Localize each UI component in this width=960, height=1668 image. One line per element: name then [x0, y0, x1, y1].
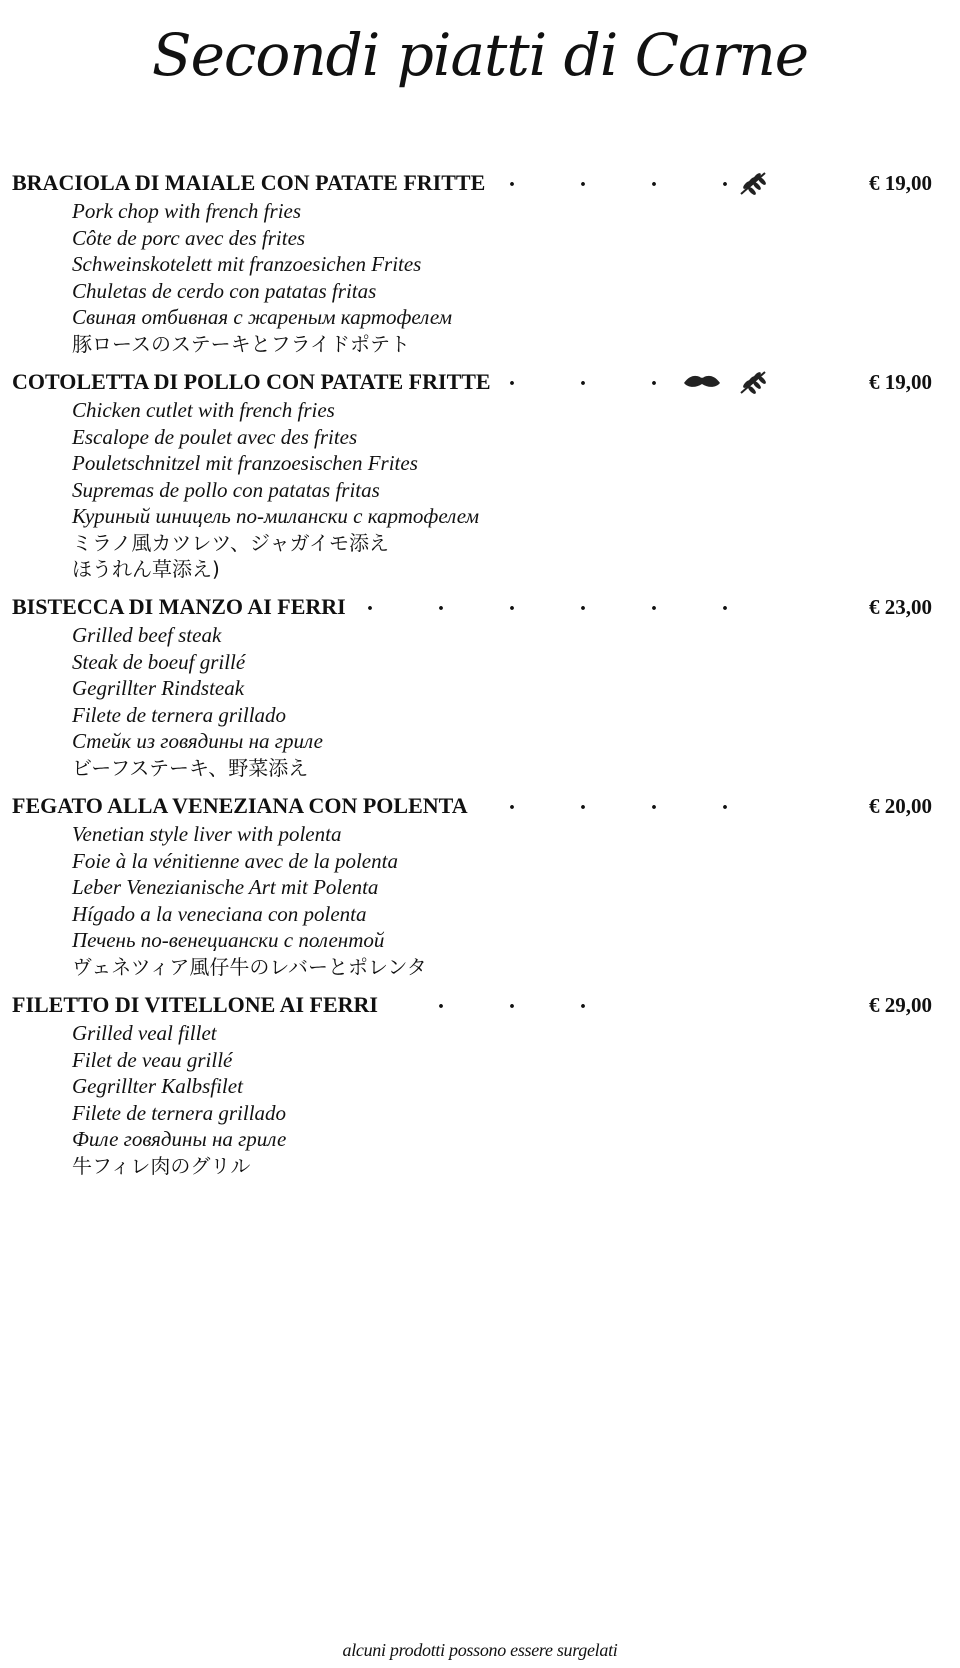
menu-item-header	[12, 168, 932, 198]
translation-ja: ほうれん草添え)	[72, 557, 220, 581]
translation-de: Leber Venezianische Art mit Polenta	[72, 875, 379, 899]
dish-price: € 29,00	[869, 993, 932, 1017]
leader-dot: .	[438, 988, 444, 1014]
translation-ru: Филе говядины на гриле	[72, 1127, 287, 1151]
leader-dot: .	[509, 988, 515, 1014]
translation-es: Filete de ternera grillado	[72, 1100, 287, 1125]
translation-es: Filete de ternera grillado	[72, 702, 287, 727]
menu-item-fegato	[12, 791, 932, 980]
dish-name: BISTECCA DI MANZO AI FERRI	[12, 594, 346, 619]
page-title: Secondi piatti di Carne	[151, 21, 809, 89]
dish-price: € 19,00	[869, 171, 932, 195]
dish-name: FILETTO DI VITELLONE AI FERRI	[12, 992, 378, 1017]
translation-de: Gegrillter Kalbsfilet	[72, 1074, 243, 1098]
menu-item-header	[12, 592, 932, 622]
translation-ru: Куриный шницель по-милански с картофелем	[72, 504, 479, 528]
translation-ru: Свиная отбивная с жареным картофелем	[72, 305, 453, 329]
leader-dot: .	[580, 590, 586, 616]
leader-dot: .	[367, 590, 373, 616]
translation-ja: 牛フィレ肉のグリル	[72, 1153, 251, 1178]
translation-fr: Steak de boeuf grillé	[72, 649, 246, 674]
leader-dot: .	[722, 590, 728, 616]
translation-fr: Escalope de poulet avec des frites	[72, 424, 358, 449]
mustache-icon	[682, 371, 722, 396]
wheat-icon	[738, 369, 768, 400]
translation-fr: Côte de porc avec des frites	[72, 225, 306, 250]
translation-list	[12, 397, 932, 583]
dish-price: € 23,00	[869, 595, 932, 619]
dish-name: BRACIOLA DI MAIALE CON PATATE FRITTE	[12, 170, 486, 195]
translation-fr: Foie à la vénitienne avec de la polenta	[72, 848, 398, 873]
translation-es: Hígado a la veneciana con polenta	[72, 901, 367, 926]
translation-ru: Печень по-венециански с полентой	[72, 928, 385, 952]
menu-item-cotoletta	[12, 367, 932, 583]
translation-es: Supremas de pollo con patatas fritas	[72, 477, 380, 502]
allergen-icons	[734, 170, 774, 196]
leader-dot: .	[651, 365, 657, 391]
translation-en: Grilled beef steak	[72, 623, 222, 647]
translation-ja: 豚ロースのステーキとフライドポテト	[72, 331, 410, 356]
translation-es: Chuletas de cerdo con patatas fritas	[72, 278, 377, 303]
menu-item-filetto	[12, 990, 932, 1179]
leader-dot: .	[580, 166, 586, 192]
wheat-icon	[738, 170, 768, 201]
menu-item-header	[12, 791, 932, 821]
leader-dot: .	[722, 166, 728, 192]
dish-name: FEGATO ALLA VENEZIANA CON POLENTA	[12, 793, 468, 818]
menu-item-header	[12, 990, 932, 1020]
dish-name: COTOLETTA DI POLLO CON PATATE FRITTE	[12, 369, 491, 394]
leader-dot: .	[438, 590, 444, 616]
translation-ja: ヴェネツィア風仔牛のレバーとポレンタ	[72, 954, 427, 979]
dish-price: € 19,00	[869, 370, 932, 394]
translation-de: Schweinskotelett mit franzoesichen Frites	[72, 252, 422, 276]
leader-dot: .	[722, 789, 728, 815]
menu-item-bistecca	[12, 592, 932, 781]
menu-item-header	[12, 367, 932, 397]
leader-dot: .	[509, 365, 515, 391]
leader-dot: .	[509, 789, 515, 815]
translation-en: Chicken cutlet with french fries	[72, 398, 335, 422]
leader-dot: .	[509, 166, 515, 192]
leader-dot: .	[580, 988, 586, 1014]
leader-dot: .	[651, 789, 657, 815]
translation-de: Pouletschnitzel mit franzoesischen Frites	[72, 451, 418, 475]
translation-list	[12, 1020, 932, 1179]
translation-de: Gegrillter Rindsteak	[72, 676, 245, 700]
translation-en: Venetian style liver with polenta	[72, 822, 342, 846]
leader-dot: .	[580, 365, 586, 391]
leader-dot: .	[651, 166, 657, 192]
translation-ja: ビーフステーキ、野菜添え	[72, 755, 309, 780]
menu-item-braciola	[12, 168, 932, 357]
translation-fr: Filet de veau grillé	[72, 1047, 233, 1072]
leader-dot: .	[651, 590, 657, 616]
translation-list	[12, 198, 932, 357]
translation-ru: Стейк из говядины на гриле	[72, 729, 323, 753]
translation-en: Grilled veal fillet	[72, 1021, 217, 1045]
translation-list	[12, 821, 932, 980]
leader-dot: .	[509, 590, 515, 616]
allergen-icons	[682, 369, 774, 395]
translation-en: Pork chop with french fries	[72, 199, 302, 223]
dish-price: € 20,00	[869, 794, 932, 818]
leader-dot: .	[580, 789, 586, 815]
footer-note: alcuni prodotti possono essere surgelati	[342, 1640, 618, 1660]
translation-ja: ミラノ風カツレツ、ジャガイモ添え	[72, 530, 389, 555]
translation-list	[12, 622, 932, 781]
